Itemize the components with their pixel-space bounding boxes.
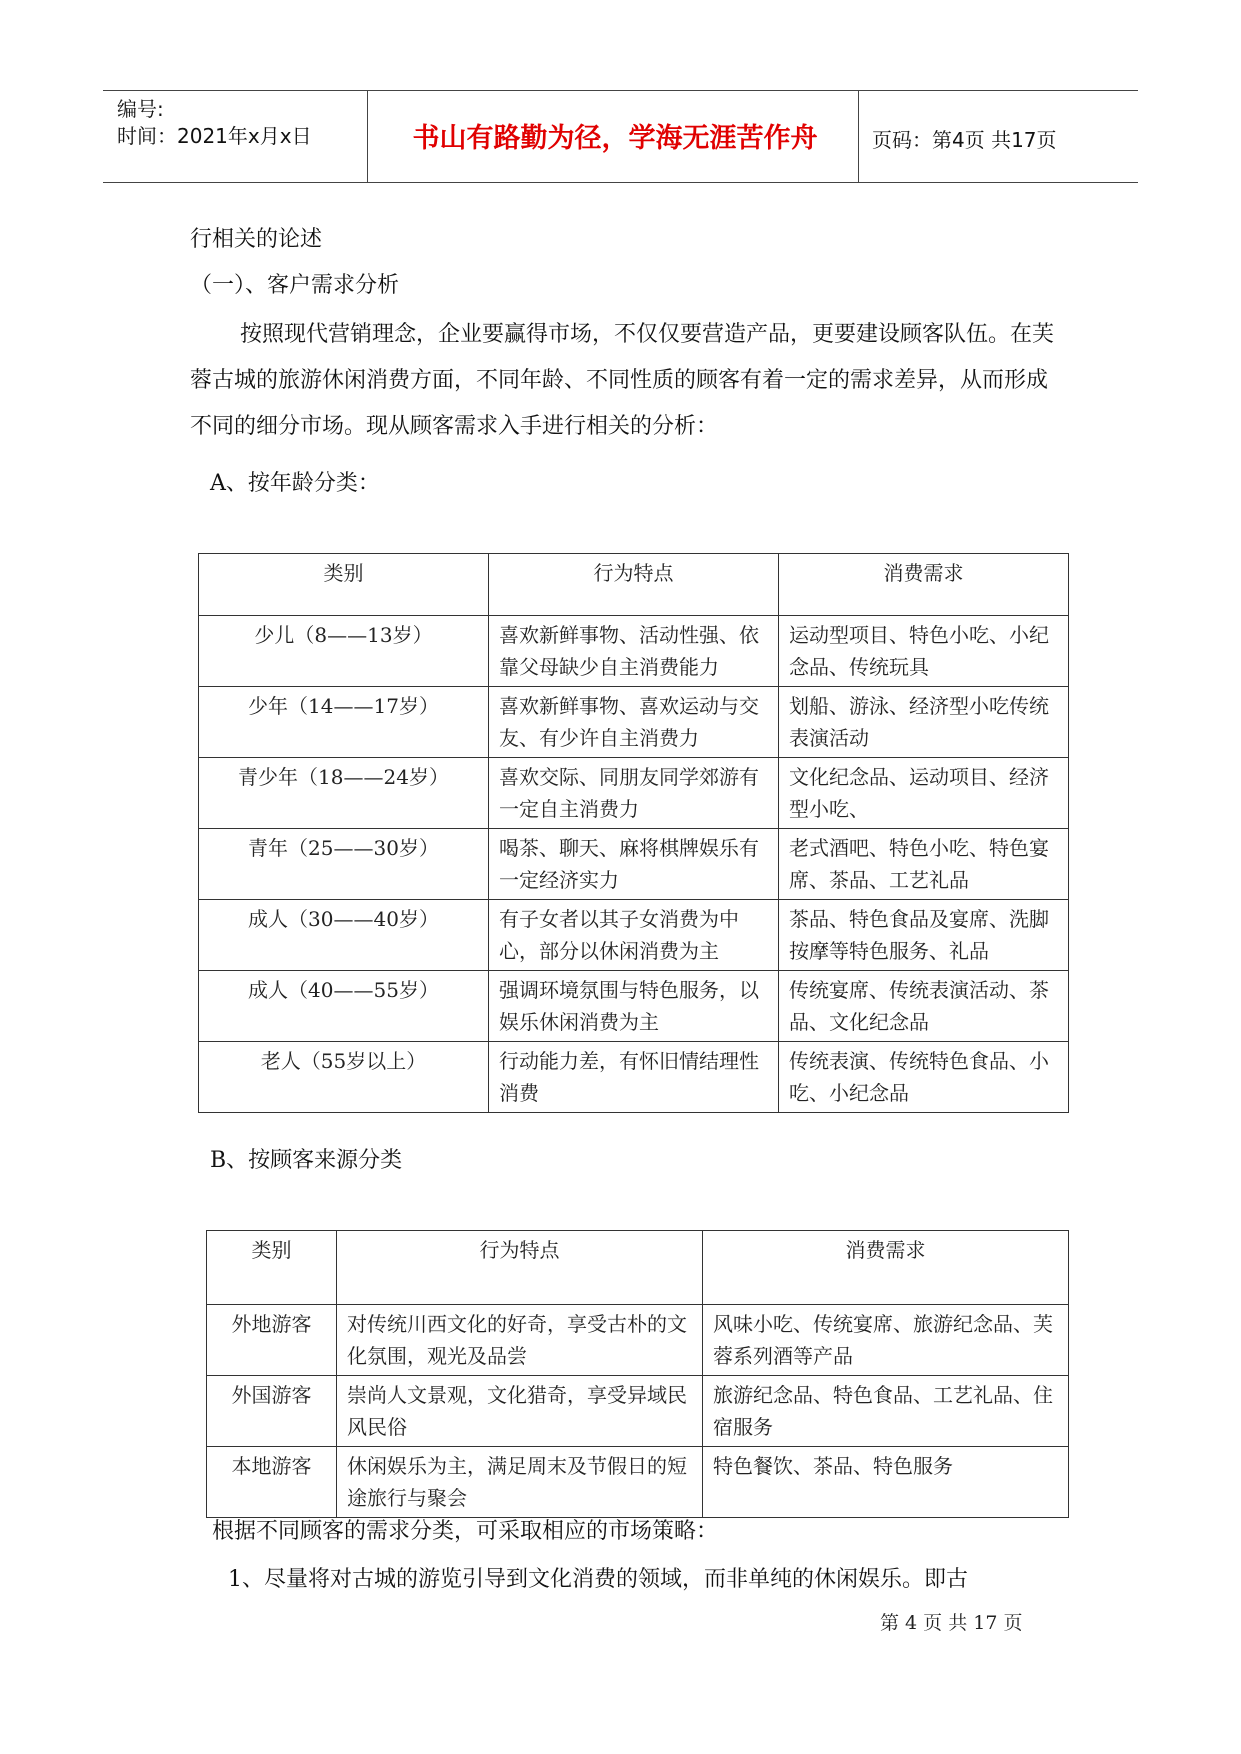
header-motto: 书山有路勤为径，学海无涯苦作舟 [412, 123, 818, 154]
behavior-cell: 喝茶、聊天、麻将棋牌娱乐有一定经济实力 [489, 829, 779, 900]
demand-cell: 文化纪念品、运动项目、经济型小吃、 [779, 758, 1069, 829]
header-number-label: 编号: [117, 97, 164, 121]
source-header-demand: 消费需求 [703, 1231, 1069, 1305]
age-category-cell: 青少年（18——24岁） [199, 758, 489, 829]
source-table-heading: B、按顾客来源分类 [210, 1148, 403, 1173]
table-row [199, 758, 1069, 829]
header-page-info: 页码：第4页 共17页 [872, 128, 1057, 152]
header-time-label: 时间：2021年x月x日 [117, 124, 312, 148]
age-category-cell: 少年（14——17岁） [199, 687, 489, 758]
header-top-rule [103, 90, 1138, 91]
intro-paragraph: 按照现代营销理念，企业要赢得市场，不仅仅要营造产品，更要建设顾客队伍。在芙蓉古城的旅游休闲消费方面，不同年龄、不同性质的顾客有着一定的需求差异，从而形成不同的细分市场。现从顾客需求入手进行相关的分析： [190, 322, 1055, 439]
table-row [199, 616, 1069, 687]
strategy-item-1: 1、尽量将对古城的游览引导到文化消费的领域，而非单纯的休闲娱乐。即古 [228, 1567, 968, 1592]
source-category-cell: 本地游客 [207, 1447, 337, 1518]
table-row [207, 1305, 1069, 1376]
demand-cell: 传统宴席、传统表演活动、茶品、文化纪念品 [779, 971, 1069, 1042]
age-header-demand: 消费需求 [779, 554, 1069, 616]
header-bottom-rule [103, 182, 1138, 183]
source-header-category: 类别 [207, 1231, 337, 1305]
table-row [199, 687, 1069, 758]
age-category-cell: 成人（40——55岁） [199, 971, 489, 1042]
table-row [199, 900, 1069, 971]
behavior-cell: 强调环境氛围与特色服务，以娱乐休闲消费为主 [489, 971, 779, 1042]
section-heading: （一）、客户需求分析 [190, 273, 400, 298]
source-category-cell: 外国游客 [207, 1376, 337, 1447]
behavior-cell: 喜欢新鲜事物、喜欢运动与交友、有少许自主消费力 [489, 687, 779, 758]
footer-page-number: 第 4 页 共 17 页 [880, 1612, 1023, 1634]
age-category-cell: 老人（55岁以上） [199, 1042, 489, 1113]
demand-cell: 风味小吃、传统宴席、旅游纪念品、芙蓉系列酒等产品 [703, 1305, 1069, 1376]
behavior-cell: 对传统川西文化的好奇，享受古朴的文化氛围，观光及品尝 [337, 1305, 703, 1376]
age-category-cell: 成人（30——40岁） [199, 900, 489, 971]
age-table [198, 553, 1069, 1113]
demand-cell: 运动型项目、特色小吃、小纪念品、传统玩具 [779, 616, 1069, 687]
demand-cell: 特色餐饮、茶品、特色服务 [703, 1447, 1069, 1518]
source-category-cell: 外地游客 [207, 1305, 337, 1376]
demand-cell: 划船、游泳、经济型小吃传统表演活动 [779, 687, 1069, 758]
behavior-cell: 喜欢新鲜事物、活动性强、依靠父母缺少自主消费能力 [489, 616, 779, 687]
demand-cell: 老式酒吧、特色小吃、特色宴席、茶品、工艺礼品 [779, 829, 1069, 900]
demand-cell: 茶品、特色食品及宴席、洗脚按摩等特色服务、礼品 [779, 900, 1069, 971]
age-table-heading: A、按年龄分类： [210, 471, 380, 496]
source-table [206, 1230, 1069, 1518]
behavior-cell: 行动能力差，有怀旧情结理性消费 [489, 1042, 779, 1113]
age-header-behavior: 行为特点 [489, 554, 779, 616]
behavior-cell: 休闲娱乐为主，满足周末及节假日的短途旅行与聚会 [337, 1447, 703, 1518]
header-divider-left [367, 90, 368, 183]
table-row [199, 971, 1069, 1042]
age-category-cell: 少儿（8——13岁） [199, 616, 489, 687]
source-header-behavior: 行为特点 [337, 1231, 703, 1305]
table-row [199, 1042, 1069, 1113]
table-row [199, 829, 1069, 900]
source-table-header-row [207, 1231, 1069, 1305]
age-category-cell: 青年（25——30岁） [199, 829, 489, 900]
strategy-intro: 根据不同顾客的需求分类，可采取相应的市场策略： [212, 1519, 719, 1544]
behavior-cell: 有子女者以其子女消费为中心，部分以休闲消费为主 [489, 900, 779, 971]
table-row [207, 1447, 1069, 1518]
demand-cell: 旅游纪念品、特色食品、工艺礼品、住宿服务 [703, 1376, 1069, 1447]
behavior-cell: 喜欢交际、同朋友同学郊游有一定自主消费力 [489, 758, 779, 829]
table-row [207, 1376, 1069, 1447]
demand-cell: 传统表演、传统特色食品、小吃、小纪念品 [779, 1042, 1069, 1113]
line-continuation: 行相关的论述 [190, 227, 323, 252]
behavior-cell: 崇尚人文景观，文化猎奇，享受异域民风民俗 [337, 1376, 703, 1447]
age-table-header-row [199, 554, 1069, 616]
age-header-category: 类别 [199, 554, 489, 616]
